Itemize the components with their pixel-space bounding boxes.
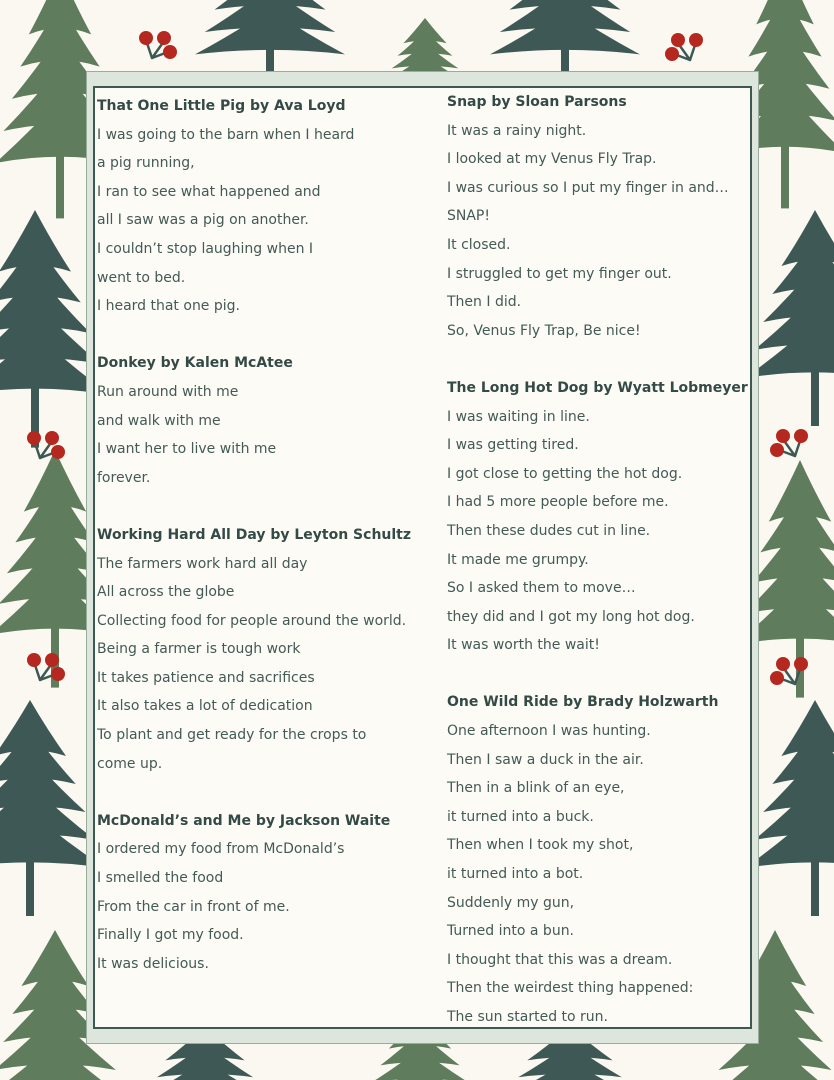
poem-line: Turned into a bun. [447, 923, 575, 940]
poem-line: Then in a blink of an eye, [447, 780, 625, 797]
poem-line: It was a rainy night. [447, 122, 587, 139]
poem-line: I had 5 more people before me. [447, 494, 669, 511]
holly-berries-icon [665, 33, 703, 61]
poem-title: Working Hard All Day by Leyton Schultz [97, 526, 412, 543]
poem-line: I ordered my food from McDonald’s [97, 841, 345, 858]
poem [97, 807, 433, 979]
poem-line: I heard that one pig. [97, 298, 240, 315]
poem-line: went to bed. [97, 269, 186, 286]
poem-line: It was worth the wait! [447, 637, 600, 654]
poem-line: it turned into a bot. [447, 866, 584, 883]
poem-line: come up. [97, 755, 163, 772]
poem-title: That One Little Pig by Ava Loyd [97, 98, 346, 114]
poem-line: all I saw was a pig on another. [97, 212, 309, 229]
holly-berries-icon [27, 653, 65, 681]
poem-line: From the car in front of me. [97, 898, 290, 915]
holly-berries-icon [770, 429, 808, 457]
poem-title: McDonald’s and Me by Jackson Waite [97, 812, 391, 829]
right-column [447, 88, 757, 1060]
poem-line: I was curious so I put my finger in and… [447, 179, 729, 196]
poem-line: it turned into a buck. [447, 808, 594, 825]
poem-line: Being a farmer is tough work [97, 641, 301, 658]
poem-line: SNAP! [447, 208, 490, 225]
poem-line: Suddenly my gun, [447, 894, 575, 911]
poem [97, 349, 433, 492]
poem [97, 521, 433, 778]
poem-frame [86, 71, 759, 1044]
poem-line: To plant and get ready for the crops to [97, 727, 367, 744]
poem-line: I ran to see what happened and [97, 183, 321, 200]
poem-line: they did and I got my long hot dog. [447, 608, 695, 625]
holly-berries-icon [139, 31, 177, 59]
poem-title: One Wild Ride by Brady Holzwarth [447, 694, 719, 711]
poem-line: So, Venus Fly Trap, Be nice! [447, 322, 641, 339]
poem-line: I looked at my Venus Fly Trap. [447, 151, 657, 168]
poem-line: I want her to live with me [97, 441, 277, 458]
poem [447, 374, 757, 660]
poem-line: It also takes a lot of dedication [97, 698, 313, 715]
poem-line: I got close to getting the hot dog. [447, 465, 683, 482]
poem-line: I was going to the barn when I heard [97, 126, 355, 143]
poem-title: Snap by Sloan Parsons [447, 94, 627, 110]
poem [447, 688, 757, 1031]
poem-line: forever. [97, 469, 151, 486]
poem-line: It was delicious. [97, 955, 209, 972]
poem-line: I was waiting in line. [447, 408, 590, 425]
poem-line: a pig running, [97, 155, 195, 172]
poem-line: Finally I got my food. [97, 927, 244, 944]
poem [447, 88, 757, 345]
poem [97, 92, 433, 321]
poem-line: and walk with me [97, 412, 221, 429]
poem-panel [93, 86, 752, 1029]
poem-line: Then when I took my shot, [447, 837, 634, 854]
poem-line: Then I did. [447, 294, 522, 311]
poem-line: The farmers work hard all day [97, 555, 308, 572]
poem-line: Then I saw a duck in the air. [447, 751, 644, 768]
poem-line: I couldn’t stop laughing when I [97, 240, 314, 257]
poem-line: Then these dudes cut in line. [447, 522, 651, 539]
poem-line: Run around with me [97, 383, 239, 400]
left-column [97, 92, 433, 1007]
poem-line: So I asked them to move… [447, 580, 636, 597]
poem-line: The sun started to run. [447, 1009, 608, 1025]
poem-line: All across the globe [97, 584, 235, 601]
poem-line: It takes patience and sacrifices [97, 669, 315, 686]
poem-line: Collecting food for people around the world. [97, 612, 407, 629]
poem-line: I thought that this was a dream. [447, 951, 673, 968]
poem-line: I smelled the food [97, 870, 224, 887]
poem-line: One afternoon I was hunting. [447, 723, 651, 740]
poem-title: Donkey by Kalen McAtee [97, 355, 293, 372]
poem-line: I struggled to get my finger out. [447, 265, 672, 282]
poem-line: It made me grumpy. [447, 551, 589, 568]
poem-line: It closed. [447, 236, 511, 253]
poem-title: The Long Hot Dog by Wyatt Lobmeyer [447, 379, 748, 396]
poem-line: Then the weirdest thing happened: [447, 980, 694, 997]
poem-line: I was getting tired. [447, 437, 579, 454]
